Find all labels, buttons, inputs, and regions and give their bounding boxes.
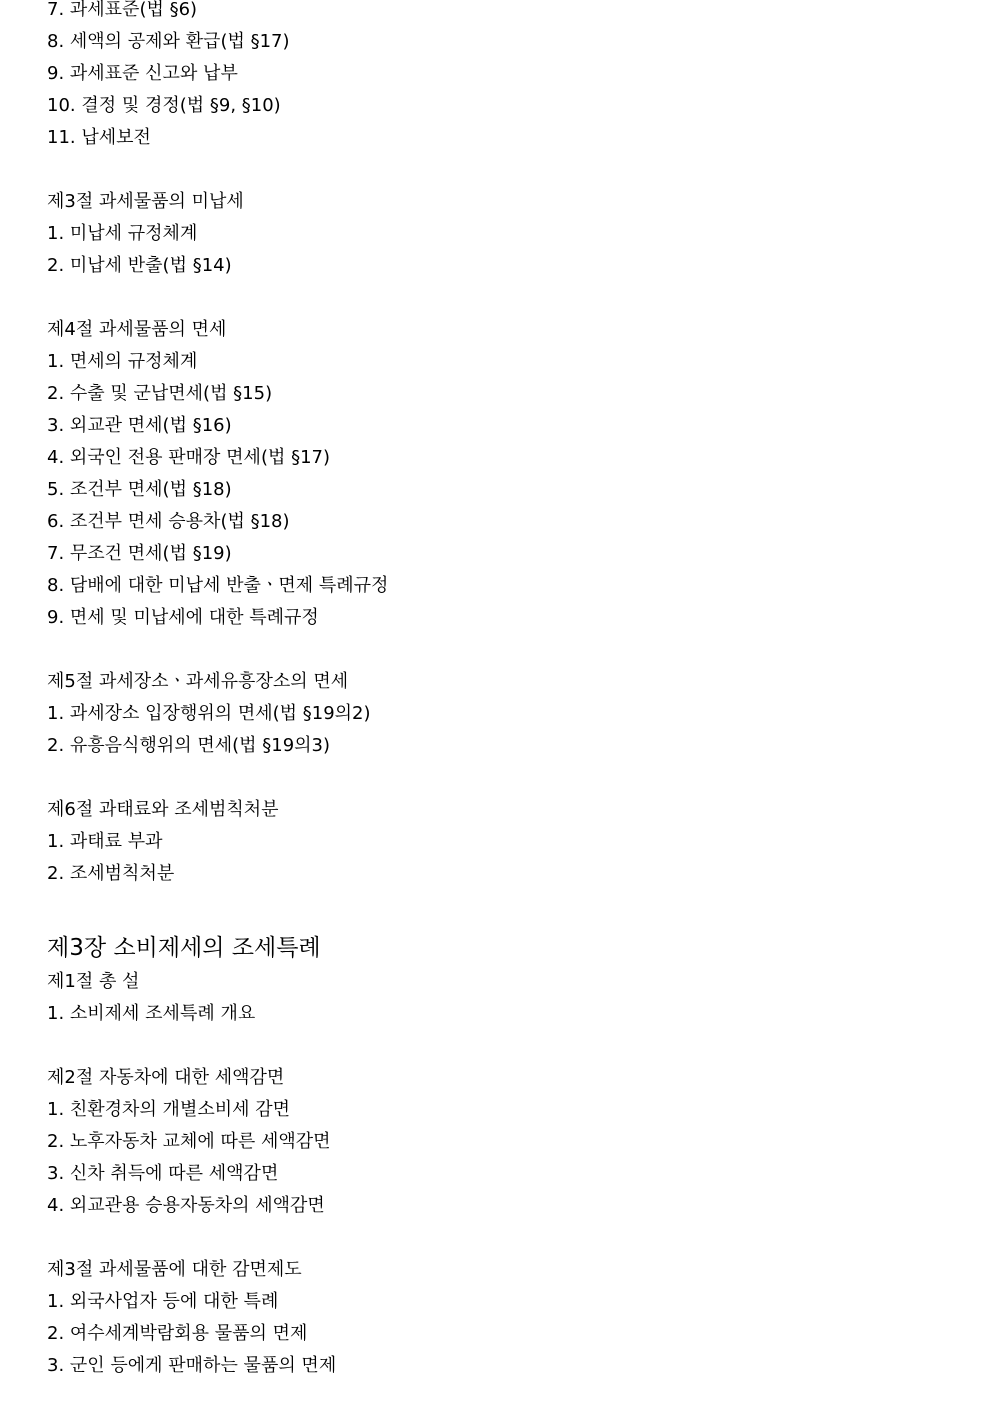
toc-item: 11. 납세보전	[47, 127, 151, 148]
toc-item: 2. 미납세 반출(법 §14)	[47, 255, 232, 276]
spacer	[47, 154, 947, 186]
toc-item: 6. 조건부 면세 승용차(법 §18)	[47, 511, 290, 532]
toc-item: 2. 조세범칙처분	[47, 863, 175, 884]
section-heading: 제1절 총 설	[47, 971, 140, 992]
toc-item: 8. 담배에 대한 미납세 반출ㆍ면제 특례규정	[47, 575, 389, 596]
toc-item: 7. 무조건 면세(법 §19)	[47, 543, 232, 564]
toc-item: 8. 세액의 공제와 환급(법 §17)	[47, 31, 290, 52]
toc-item: 3. 외교관 면세(법 §16)	[47, 415, 232, 436]
section-heading: 제3절 과세물품에 대한 감면제도	[47, 1259, 302, 1280]
toc-item: 1. 친환경차의 개별소비세 감면	[47, 1099, 290, 1120]
spacer	[47, 762, 947, 794]
section-heading: 제5절 과세장소ㆍ과세유흥장소의 면세	[47, 671, 349, 692]
toc-item: 2. 여수세계박람회용 물품의 면제	[47, 1323, 308, 1344]
section-heading: 제3절 과세물품의 미납세	[47, 191, 244, 212]
toc-item: 2. 노후자동차 교체에 따른 세액감면	[47, 1131, 331, 1152]
toc-item: 1. 과태료 부과	[47, 831, 163, 852]
toc-item: 3. 신차 취득에 따른 세액감면	[47, 1163, 279, 1184]
section-heading: 제6절 과태료와 조세범칙처분	[47, 799, 279, 820]
spacer	[47, 1222, 947, 1254]
toc-item: 9. 과세표준 신고와 납부	[47, 63, 238, 84]
toc-item: 1. 미납세 규정체계	[47, 223, 198, 244]
toc-item: 2. 유흥음식행위의 면세(법 §19의3)	[47, 735, 331, 756]
toc-item: 1. 과세장소 입장행위의 면세(법 §19의2)	[47, 703, 371, 724]
section-heading: 제4절 과세물품의 면세	[47, 319, 227, 340]
toc-item: 1. 면세의 규정체계	[47, 351, 198, 372]
toc-item: 2. 수출 및 군납면세(법 §15)	[47, 383, 273, 404]
toc-item: 10. 결정 및 경정(법 §9, §10)	[47, 95, 281, 116]
toc-item: 5. 조건부 면세(법 §18)	[47, 479, 232, 500]
toc-item: 4. 외국인 전용 판매장 면세(법 §17)	[47, 447, 330, 468]
section-heading: 제2절 자동차에 대한 세액감면	[47, 1067, 285, 1088]
toc-item: 4. 외교관용 승용자동차의 세액감면	[47, 1195, 325, 1216]
table-of-contents	[47, 0, 947, 1382]
spacer	[47, 890, 947, 922]
spacer	[47, 634, 947, 666]
chapter-heading: 제3장 소비제세의 조세특례	[47, 935, 321, 961]
toc-item: 3. 군인 등에게 판매하는 물품의 면제	[47, 1355, 337, 1376]
spacer	[47, 1030, 947, 1062]
toc-item: 9. 면세 및 미납세에 대한 특례규정	[47, 607, 319, 628]
toc-item: 7. 과세표준(법 §6)	[47, 0, 198, 20]
spacer	[47, 282, 947, 314]
toc-item: 1. 소비제세 조세특례 개요	[47, 1003, 256, 1024]
toc-item: 1. 외국사업자 등에 대한 특례	[47, 1291, 279, 1312]
